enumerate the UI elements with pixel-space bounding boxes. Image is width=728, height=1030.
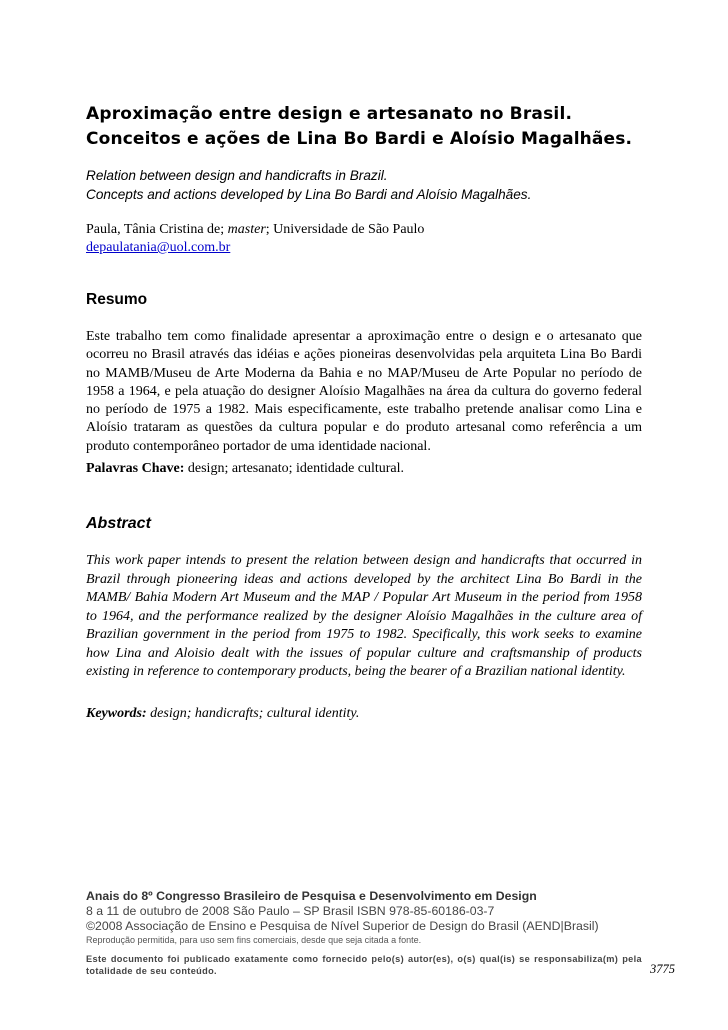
english-title-line-2: Concepts and actions developed by Lina Bo Bardi and Aloísio Magalhães. (86, 187, 532, 202)
palavras-chave (86, 461, 404, 477)
palavras-chave-label: Palavras Chave: (86, 461, 185, 476)
paper-title-line-2: Conceitos e ações de Lina Bo Bardi e Aloísio Magalhães. (86, 129, 633, 149)
footer-copyright: ©2008 Associação de Ensino e Pesquisa de Nível Superior de Design do Brasil (AEND|Brasil) (86, 919, 599, 933)
keywords-values: design; handicrafts; cultural identity. (146, 706, 360, 721)
palavras-chave-values: design; artesanato; identidade cultural. (184, 461, 405, 476)
resumo-heading: Resumo (86, 291, 148, 308)
keywords (86, 706, 359, 722)
footer-congress: Anais do 8º Congresso Brasileiro de Pesquisa e Desenvolvimento em Design (86, 889, 537, 903)
author-line (86, 222, 424, 238)
paper-title-line-1: Aproximação entre design e artesanato no Brasil. (86, 104, 573, 124)
author-affiliation: ; Universidade de São Paulo (265, 222, 425, 237)
author-name: Paula, Tânia Cristina de; (86, 222, 228, 237)
keywords-label: Keywords: (86, 706, 147, 721)
abstract-heading: Abstract (86, 515, 151, 532)
author-degree: master (227, 222, 266, 237)
footer-dates-isbn: 8 a 11 de outubro de 2008 São Paulo – SP Brasil ISBN 978-85-60186-03-7 (86, 904, 495, 918)
abstract-body: This work paper intends to present the relation between design and handicrafts that occurred in Brazil through pioneering ideas and actions developed by the architect Lina Bo Bardi in the MAMB/ Bahia Modern Art Museum and the MAP / Popular Art Museum in the period from 1958 to 1964, and the performance realized by the designer Aloísio Magalhães in the culture area of Brazilian government in the period from 1975 to 1982. Specifically, this work seeks to examine how Lina and Aloisio dealt with the issues of popular culture and craftsmanship of products existing in reference to contemporary products, being the bearer of a Brazilian national identity. (86, 553, 642, 679)
author-email-link[interactable]: depaulatania@uol.com.br (86, 240, 231, 255)
footer-disclaimer: Este documento foi publicado exatamente como fornecido pelo(s) autor(es), o(s) qual(is) se responsabiliza(m) pela totalidade de seu conteúdo. (86, 954, 642, 976)
footer-reproduction-note: Reprodução permitida, para uso sem fins comerciais, desde que seja citada a fonte. (86, 935, 422, 945)
resumo-body: Este trabalho tem como finalidade apresentar a aproximação entre o design e o artesanato que ocorreu no Brasil através das idéias e ações pioneiras desenvolvidas pela arquiteta Lina Bo Bardi no MAMB/Museu de Arte Moderna da Bahia e no MAP/Museu de Arte Popular no período de 1958 a 1964, e pela atuação do designer Aloísio Magalhães na área da cultura do governo federal no período de 1975 a 1982. Mais especificamente, este trabalho pretende analisar como Lina e Aloísio trataram as questões da cultura popular e do produto artesanal como referência a um produto contemporâneo portador de uma identidade nacional. (86, 329, 642, 454)
page-number: 3775 (650, 962, 675, 976)
english-title-line-1: Relation between design and handicrafts in Brazil. (86, 168, 388, 183)
